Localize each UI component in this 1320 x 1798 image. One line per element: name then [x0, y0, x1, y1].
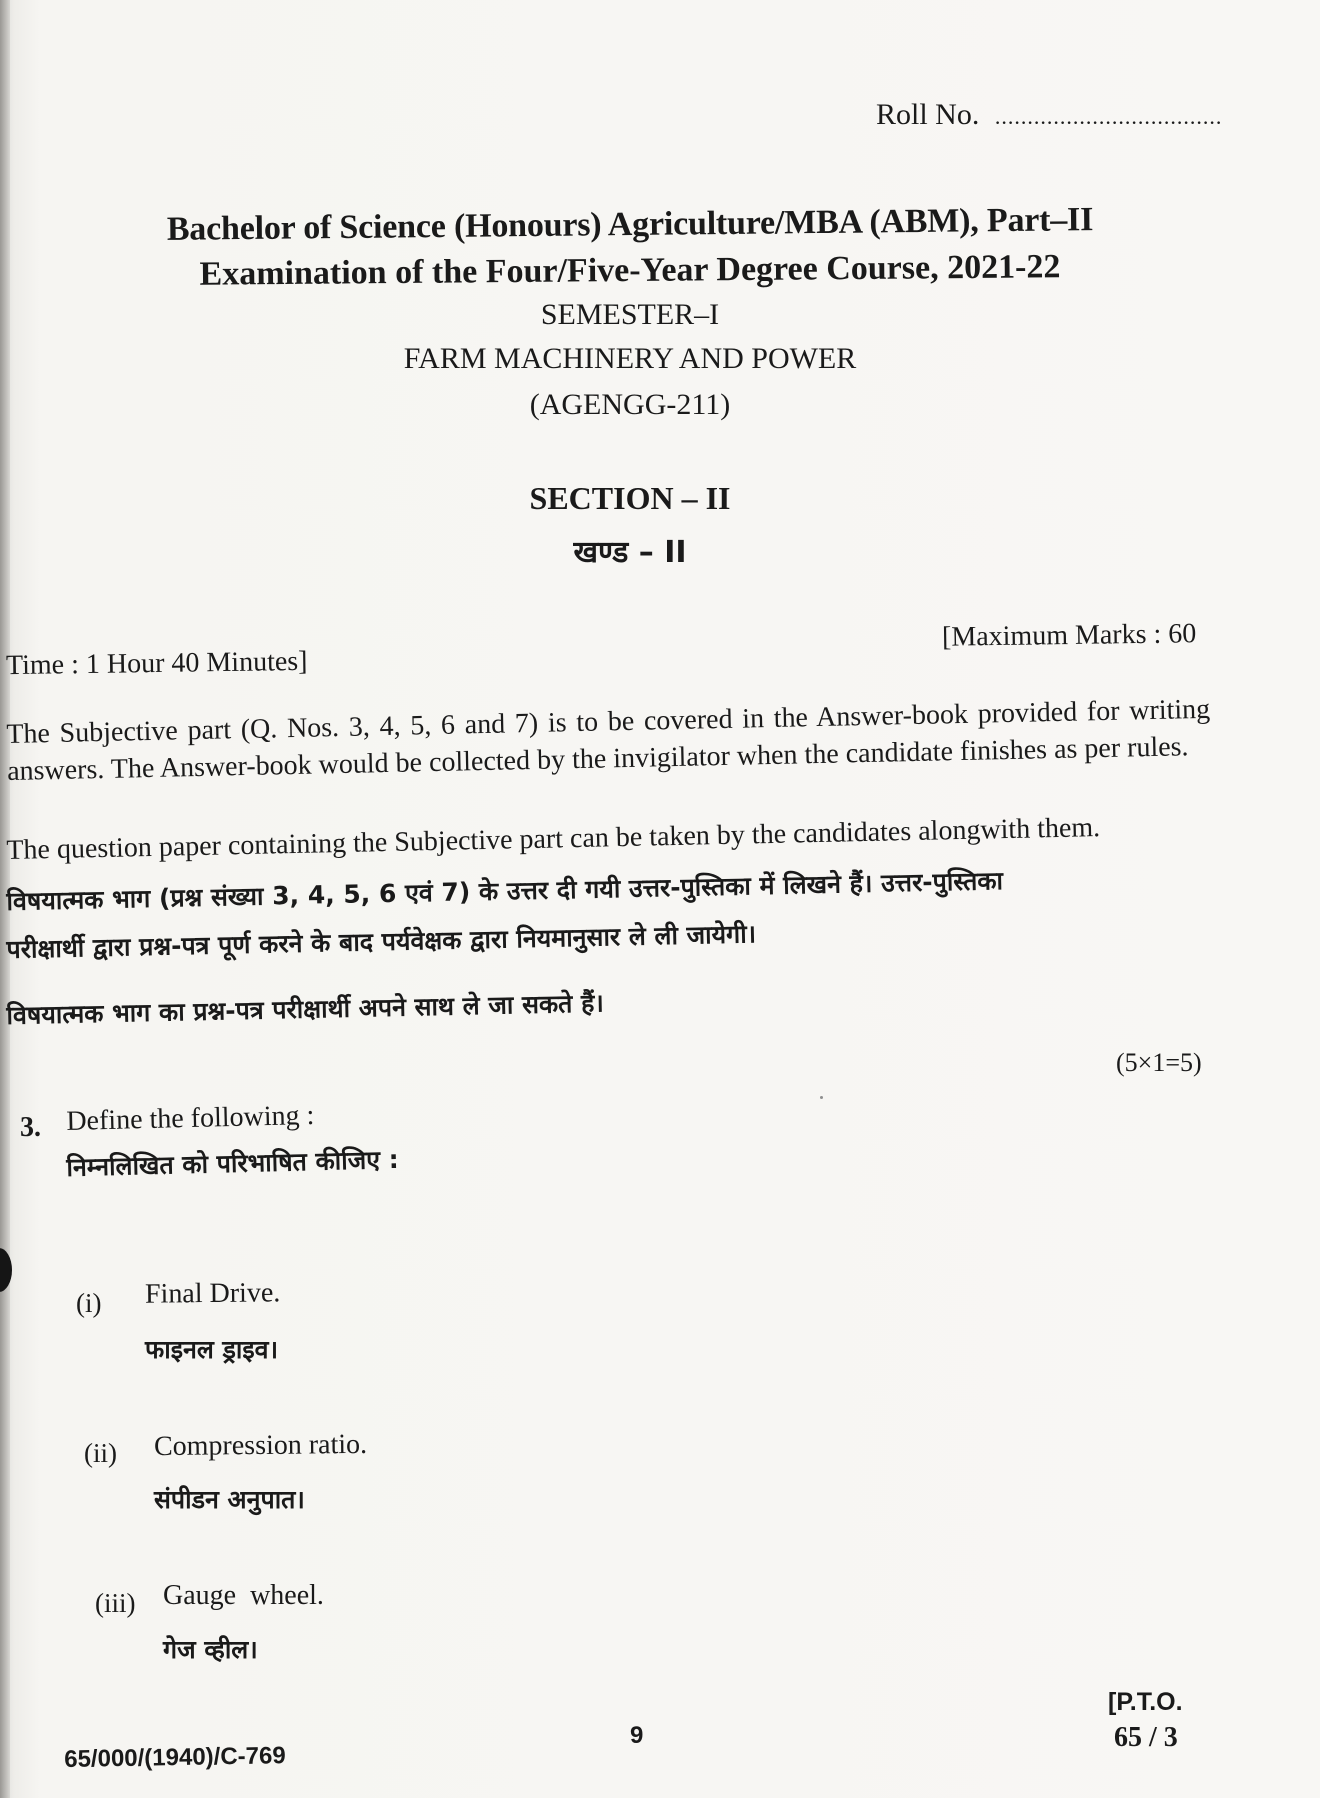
- semester: SEMESTER–I: [540, 298, 720, 331]
- instruction-hi-3: विषयात्मक भाग का प्रश्न-पत्र परीक्षार्थी अपने साथ ले जा सकते हैं।: [6, 988, 605, 1030]
- instruction-en-1: The Subjective part (Q. Nos. 3, 4, 5, 6 and 7) is to be covered in the Answer-book provided for writing answers. The Answer-book would be collected by the invigilator when the candidate finishes as per rules.: [6, 693, 1211, 787]
- item-text-hi: गेज व्हील।: [163, 1635, 258, 1664]
- question-text-hi: निम्नलिखित को परिभाषित कीजिए :: [66, 1144, 400, 1182]
- section-heading-hi: खण्ड – II: [573, 535, 687, 570]
- pto-label: [P.T.O.: [1108, 1688, 1183, 1716]
- section-heading-en: SECTION – II: [529, 480, 731, 516]
- roll-number-line: [876, 98, 1222, 132]
- subject-code: (AGENGG-211): [529, 388, 731, 421]
- paper-speck: [820, 1096, 823, 1099]
- exam-title-line2: Examination of the Four/Five-Year Degree Course, 2021-22: [199, 248, 1061, 293]
- reference-code: 65/000/(1940)/C-769: [64, 1742, 286, 1773]
- paper-code: 65 / 3: [1114, 1722, 1178, 1753]
- maximum-marks: [Maximum Marks : 60: [941, 618, 1197, 653]
- item-text: Compression ratio.: [153, 1428, 368, 1463]
- roll-dots: ...................................: [994, 104, 1223, 129]
- instruction-hi-2: परीक्षार्थी द्वारा प्रश्न-पत्र पूर्ण करने के बाद पर्यवेक्षक द्वारा नियमानुसार ले ली जायेगी।: [6, 919, 757, 964]
- item-label: (iii): [95, 1588, 136, 1618]
- item-text-hi: संपीडन अनुपात।: [154, 1485, 305, 1514]
- item-text: Final Drive.: [144, 1277, 281, 1310]
- question-number: 3.: [20, 1112, 41, 1143]
- item-text: Gauge wheel.: [163, 1580, 324, 1611]
- exam-title-line1: Bachelor of Science (Honours) Agriculture/MBA (ABM), Part–II: [166, 201, 1094, 248]
- item-label: (i): [76, 1288, 102, 1318]
- item-text-hi: फाइनल ड्राइव।: [145, 1335, 279, 1364]
- instruction-en-2: The question paper containing the Subjective part can be taken by the candidates alongwith them.: [6, 812, 1101, 866]
- item-label: (ii): [84, 1438, 117, 1468]
- question-marks: (5×1=5): [1116, 1048, 1202, 1077]
- time-allowed: Time : 1 Hour 40 Minutes]: [5, 645, 308, 682]
- instruction-hi-1: विषयात्मक भाग (प्रश्न संख्या 3, 4, 5, 6 एवं 7) के उत्तर दी गयी उत्तर-पुस्तिका में लिखने हैं। उत्तर-पुस्तिका: [6, 866, 1004, 916]
- page-number: 9: [630, 1722, 644, 1749]
- punch-hole: [0, 1248, 12, 1292]
- roll-label: Roll No.: [876, 98, 980, 131]
- subject-name: FARM MACHINERY AND POWER: [403, 342, 857, 375]
- question-text: Define the following :: [66, 1099, 315, 1137]
